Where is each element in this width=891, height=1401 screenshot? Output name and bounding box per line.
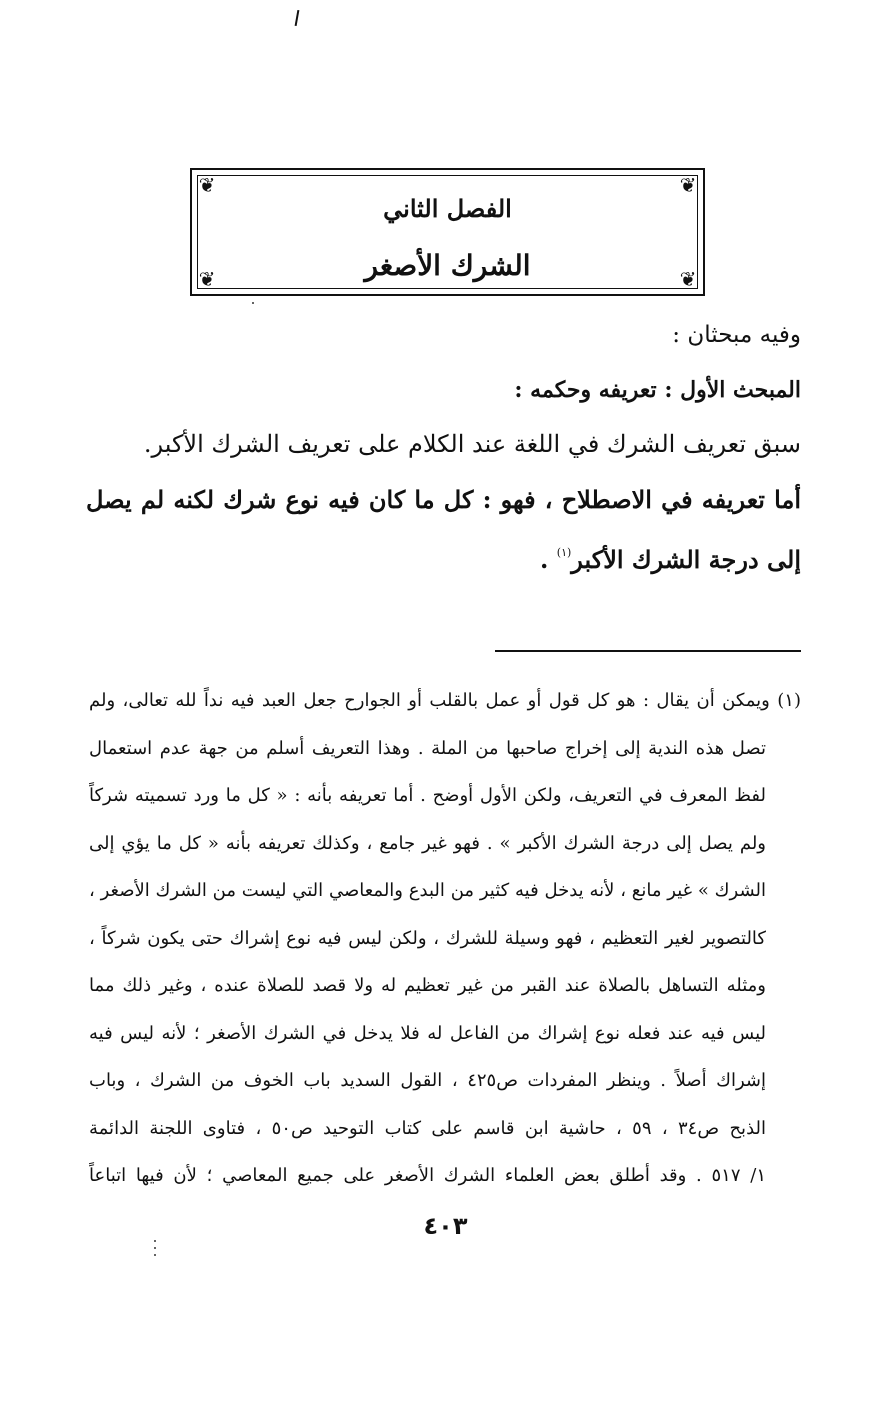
scan-speck (154, 1254, 156, 1256)
page-number: ٤٠٣ (423, 1212, 468, 1240)
floral-ornament-icon: ❦ (198, 267, 216, 291)
chapter-title-frame (190, 168, 705, 296)
footnote-separator (495, 650, 801, 652)
scan-mark (295, 10, 300, 26)
chapter-label: الفصل الثاني (383, 194, 512, 223)
footnote-line: تصل هذه الندية إلى إخراج صاحبها من الملة . وهذا التعريف أسلم من جهة عدم استعمال (89, 737, 766, 759)
footnote (89, 677, 801, 1200)
scan-speck (154, 1247, 156, 1249)
first-topic-heading: المبحث الأول : تعريفه وحكمه : (514, 377, 801, 403)
footnote-reference: (١) (556, 546, 572, 559)
footnote-line: ليس فيه عند فعله نوع إشراك من الفاعل له فلا يدخل في الشرك الأصغر ؛ لأنه ليس فيه (89, 1022, 766, 1044)
scan-speck (252, 302, 254, 304)
section-title: الشرك الأصغر (364, 249, 531, 282)
footnote-line: ١/ ٥١٧ . وقد أطلق بعض العلماء الشرك الأصغر على جميع المعاصي ؛ لأن فيها اتباعاً (89, 1165, 766, 1186)
footnote-line: ولم يصل إلى درجة الشرك الأكبر » . فهو غير جامع ، وكذلك تعريفه بأنه « كل ما يؤي إلى (89, 832, 766, 854)
footnote-line: إشراك أصلاً . وينظر المفردات ص٤٢٥ ، القول السديد باب الخوف من الشرك ، وباب (89, 1070, 766, 1091)
footnote-line: (١) ويمكن أن يقال : هو كل قول أو عمل بالقلب أو الجوارح جعل العبد فيه نداً لله تعالى، ولم (89, 690, 801, 711)
footnote-line: الشرك » غير مانع ، لأنه يدخل فيه كثير من البدع والمعاصي التي ليست من الشرك الأصغر ، (89, 880, 766, 901)
floral-ornament-icon: ❦ (679, 267, 697, 291)
paragraph-linguistic-definition: سبق تعريف الشرك في اللغة عند الكلام على تعريف الشرك الأكبر. (143, 430, 801, 458)
footnote-line: الذبح ص٣٤ ، ٥٩ ، حاشية ابن قاسم على كتاب التوحيد ص٥٠ ، فتاوى اللجنة الدائمة (89, 1117, 766, 1139)
definition-end: . (540, 545, 557, 574)
floral-ornament-icon: ❦ (679, 173, 697, 197)
definition-text: إلى درجة الشرك الأكبر (571, 545, 801, 574)
intro-line: وفيه مبحثان : (672, 322, 801, 348)
footnote-line: كالتصوير لغير التعظيم ، فهو وسيلة للشرك ، ولكن ليس فيه نوع إشراك حتى يكون شركاً ، (89, 927, 766, 949)
paragraph-technical-definition-line-2 (86, 545, 801, 574)
scan-speck (154, 1240, 156, 1242)
paragraph-technical-definition-line-1: أما تعريفه في الاصطلاح ، فهو : كل ما كان فيه نوع شرك لكنه لم يصل (86, 485, 801, 514)
footnote-line: ومثله التساهل بالصلاة عند القبر من غير تعظيم له ولا قصد للصلاة عنده ، وغير ذلك مما (89, 975, 766, 996)
floral-ornament-icon: ❦ (198, 173, 216, 197)
footnote-line: لفظ المعرف في التعريف، ولكن الأول أوضح . أما تعريفه بأنه : « كل ما ورد تسميته شركاً (89, 785, 766, 806)
